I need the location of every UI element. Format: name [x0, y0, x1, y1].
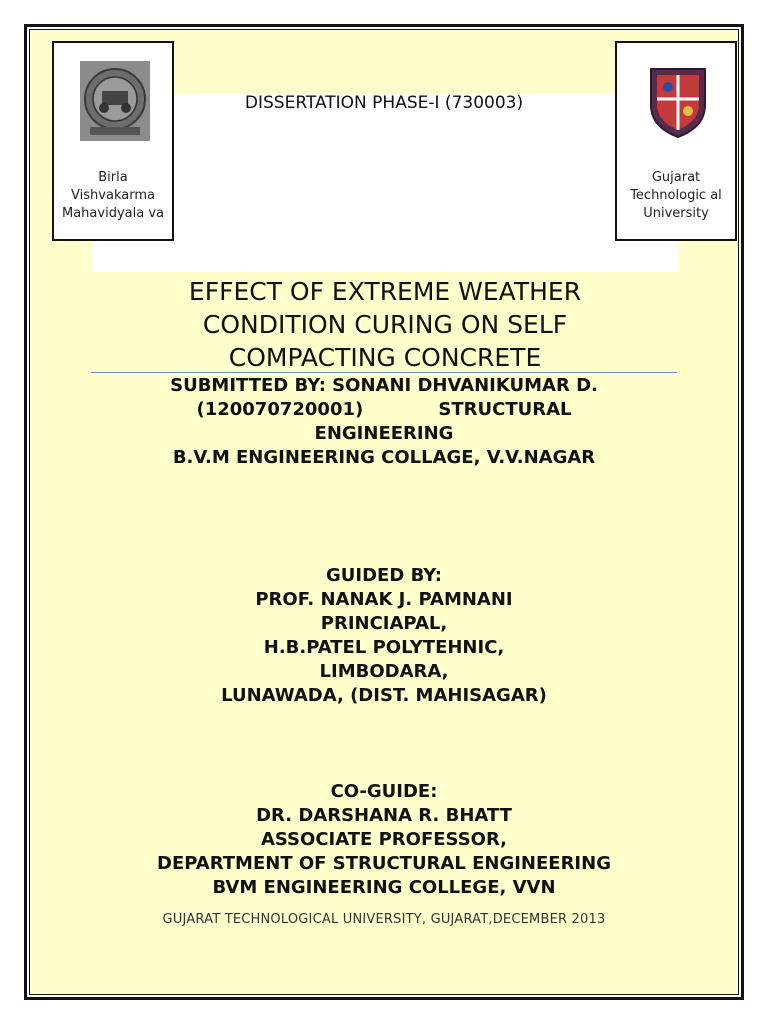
guide-name: PROF. NANAK J. PAMNANI: [255, 589, 513, 610]
guide-place: LIMBODARA,: [319, 661, 449, 682]
co-guide-block: [80, 780, 688, 900]
submitted-by-block: [80, 374, 688, 470]
document-title: [100, 275, 670, 374]
guide-institute: H.B.PATEL POLYTEHNIC,: [263, 637, 505, 658]
coguide-heading: CO-GUIDE:: [330, 781, 438, 802]
coguide-department: DEPARTMENT OF STRUCTURAL ENGINEERING: [157, 853, 611, 874]
guide-district: LUNAWADA, (DIST. MAHISAGAR): [221, 685, 547, 706]
coguide-role: ASSOCIATE PROFESSOR,: [260, 829, 508, 850]
submitted-line-1: SUBMITTED BY: SONANI DHVANIKUMAR D.: [170, 375, 598, 396]
title-line-1: EFFECT OF EXTREME WEATHER: [188, 277, 582, 306]
title-line-2: CONDITION CURING ON SELF: [202, 310, 568, 339]
submitted-line-3: ENGINEERING: [314, 423, 454, 444]
header-title: DISSERTATION PHASE-I (730003): [244, 93, 524, 113]
right-logo-caption: Gujarat Technologic al University: [630, 170, 722, 221]
right-logo-box: [615, 41, 737, 241]
footer-text: GUJARAT TECHNOLOGICAL UNIVERSITY, GUJARAT,DECEMBER 2013: [162, 912, 606, 927]
coguide-college: BVM ENGINEERING COLLEGE, VVN: [212, 877, 556, 898]
submitted-line-2: (120070720001) STRUCTURAL: [196, 399, 572, 420]
left-logo-box: [52, 41, 174, 241]
coguide-name: DR. DARSHANA R. BHATT: [256, 805, 512, 826]
title-line-3: COMPACTING CONCRETE: [228, 343, 542, 372]
guided-heading: GUIDED BY:: [326, 565, 442, 586]
submitted-line-4: B.V.M ENGINEERING COLLAGE, V.V.NAGAR: [172, 447, 596, 468]
header-band: [92, 94, 678, 272]
guide-role: PRINCIAPAL,: [320, 613, 448, 634]
left-logo-caption: Birla Vishvakarma Mahavidyala va: [62, 170, 164, 221]
title-rule: [91, 372, 677, 373]
guided-by-block: [80, 564, 688, 708]
